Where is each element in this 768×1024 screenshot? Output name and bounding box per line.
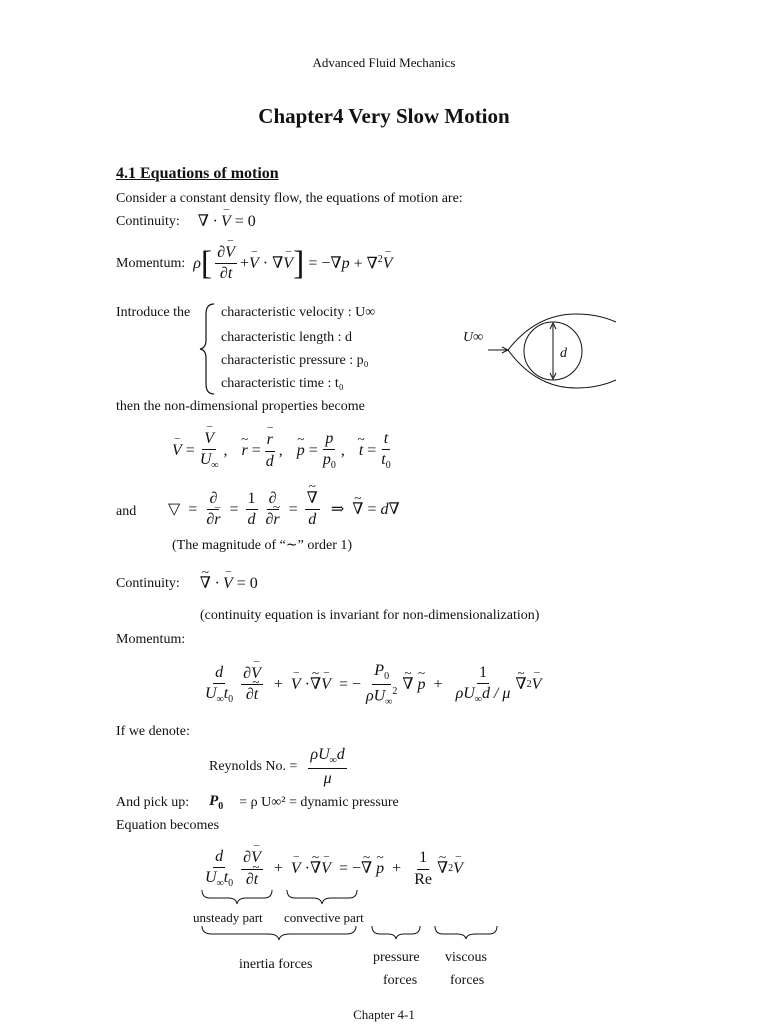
- section-heading: 4.1 Equations of motion: [116, 165, 279, 182]
- introduce-text: Introduce the: [116, 305, 191, 320]
- then-text: then the non-dimensional properties become: [116, 399, 365, 414]
- char-length: characteristic length : d: [221, 330, 352, 345]
- viscous-label-line1: viscous: [445, 950, 487, 965]
- pick-up-line: [116, 794, 399, 812]
- equation-becomes-text: Equation becomes: [116, 818, 220, 833]
- momentum-label: Momentum:: [116, 255, 186, 271]
- nondim-momentum-formula: $\frac{d}{U_\infty t_0}$ $\frac{\partial- V}{\partial\sim t}$ + – V · ~ ∇ – V = − $\frac{P_0}{\rho U_\infty^2}$ ~ ∇ ~ p + $\frac{1}{\rho U_\infty d / \mu}$ ~ ∇ 2 – V: [200, 662, 541, 708]
- continuity-formula: ∇ · – V = 0: [198, 214, 256, 230]
- figure-d-label: d: [560, 346, 567, 361]
- continuity-label: Continuity:: [116, 214, 180, 229]
- nondim-continuity-label: Continuity:: [116, 576, 180, 591]
- and-text: and: [116, 504, 137, 519]
- p0-definition: = ρ U∞² = dynamic pressure: [239, 795, 399, 810]
- nondim-momentum-label: Momentum:: [116, 632, 186, 647]
- convective-part-label: convective part: [284, 910, 364, 925]
- underbraces: [0, 888, 768, 948]
- magnitude-note: (The magnitude of “∼” order 1): [172, 538, 353, 553]
- chapter-title: Chapter4 Very Slow Motion: [258, 104, 510, 128]
- intro-text: Consider a constant density flow, the equations of motion are:: [116, 191, 463, 206]
- page-footer: Chapter 4-1: [353, 1007, 415, 1022]
- pick-up-text: And pick up:: [116, 795, 190, 810]
- if-denote-text: If we denote:: [116, 724, 190, 739]
- nondim-continuity-formula: ~ ∇ · – V = 0: [200, 576, 258, 592]
- reynolds-definition: [209, 746, 350, 788]
- reynolds-label: Reynolds No. =: [209, 759, 298, 775]
- final-equation: $\frac{d}{U_\infty t_0}$ $\frac{\partial- V}{\partial\sim t}$ + – V · ~ ∇ – V = − ~ ∇ ~ p + $\frac{1}{Re}$ ~ ∇ 2 – V: [200, 848, 463, 890]
- invariance-note: (continuity equation is invariant for non-dimensionalization): [200, 608, 540, 623]
- momentum-equation: [116, 244, 393, 284]
- pressure-label-line2: forces: [383, 973, 418, 988]
- unsteady-part-label: unsteady part: [193, 910, 263, 925]
- pressure-label-line1: pressure: [373, 950, 420, 965]
- inertia-forces-label: inertia forces: [239, 957, 313, 972]
- momentum-formula: ρ [ $\frac{\partial- V}{\partial t}$ + – V · ∇ – V ] = −∇ p + ∇$^2$ – V: [193, 244, 392, 284]
- left-brace: [198, 302, 218, 396]
- viscous-label-line2: forces: [450, 973, 485, 988]
- nondim-variables: – V = – $\frac{V}{U_\infty}$ , ~ r = – $\frac{r}{d}$ , ~ p = $\frac{p}{p_0}$ , ~ t = $\frac{t}{t_0}$: [172, 430, 396, 472]
- course-header: Advanced Fluid Mechanics: [312, 55, 456, 70]
- char-velocity: characteristic velocity : U∞: [221, 305, 376, 320]
- gradient-scaling: ▽ = $\frac{\partial}{\partial- r}$ = $\frac{1}{d}$ $\frac{\partial}{\partial\sim r}$ = ~ $\frac{\nabla}{d}$ ⇒ ~ ∇ = d ∇: [168, 490, 400, 530]
- figure-u-label: U∞: [463, 330, 484, 345]
- char-time: characteristic time : t₀: [221, 376, 344, 391]
- p0-symbol: $P_0$: [209, 793, 224, 812]
- cylinder-flow-figure: [458, 310, 618, 396]
- char-pressure: characteristic pressure : p₀: [221, 353, 369, 368]
- reynolds-formula: $\frac{\rho U_\infty d}{\mu}$: [310, 746, 345, 787]
- nondim-continuity: [116, 576, 258, 592]
- continuity-equation: [116, 214, 256, 230]
